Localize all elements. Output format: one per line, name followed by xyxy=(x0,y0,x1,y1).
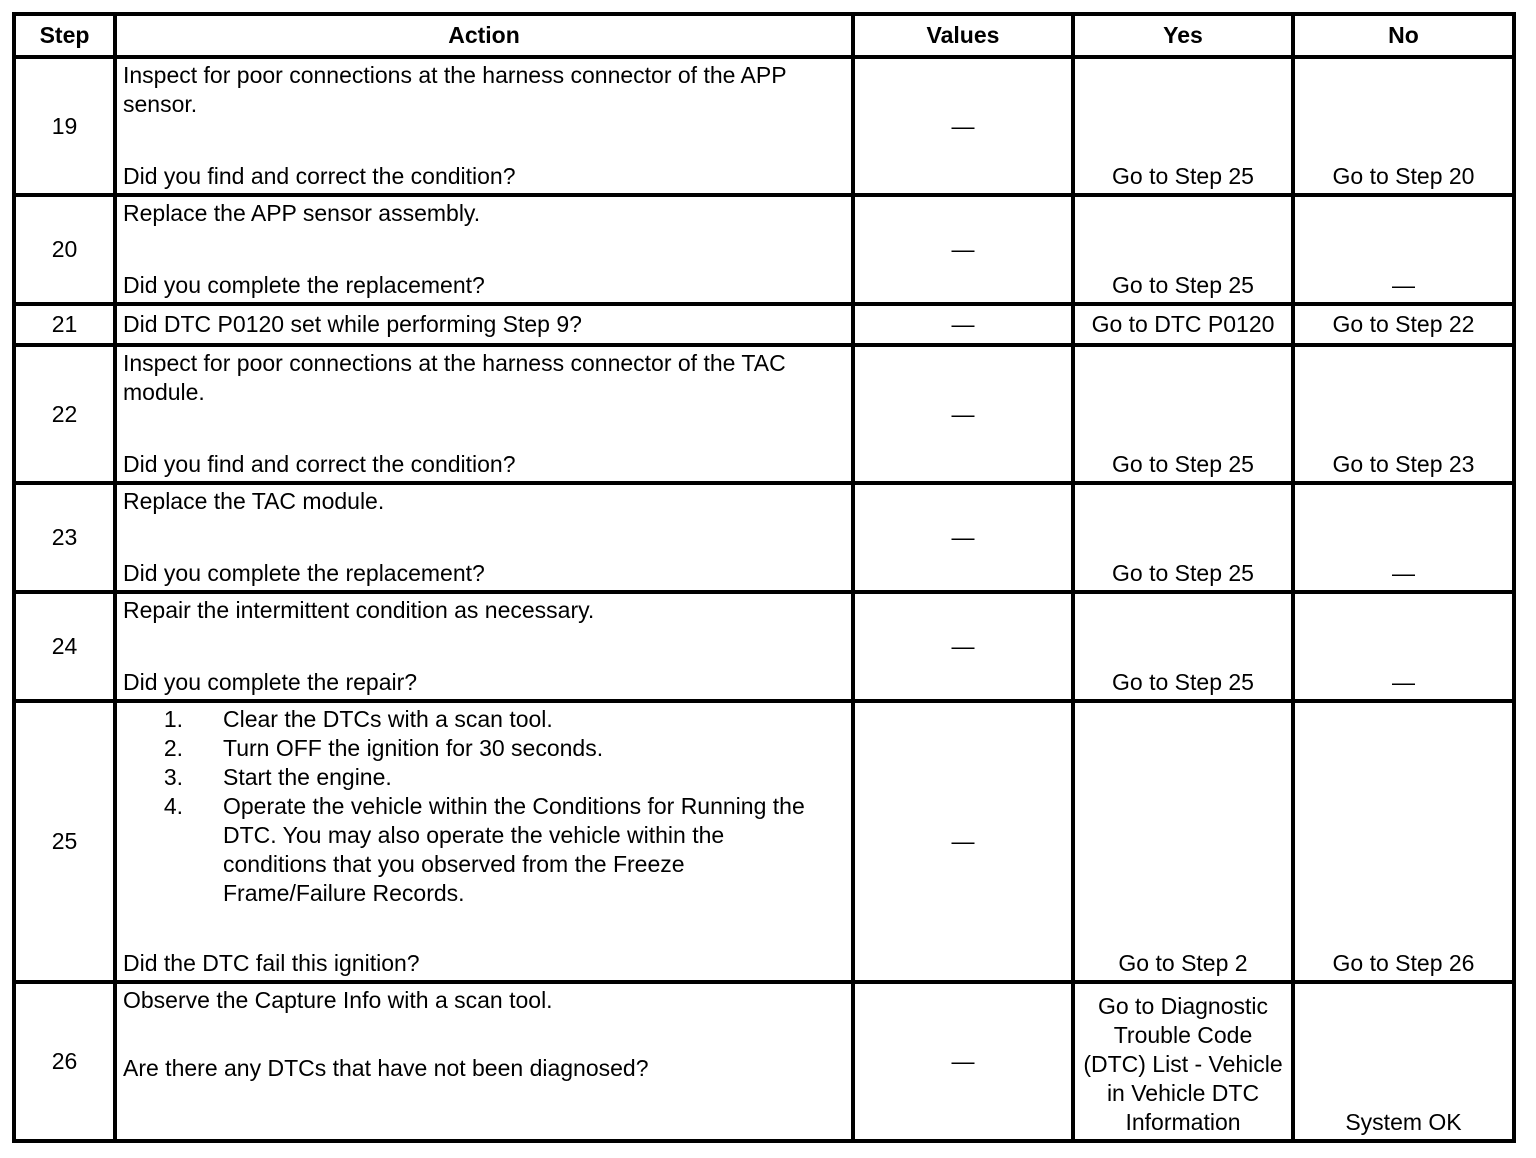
yes-cell: Go to Step 25 xyxy=(1073,195,1293,304)
list-item-number: 4. xyxy=(163,793,183,819)
action-question: Did you find and correct the condition? xyxy=(123,451,516,477)
table-row xyxy=(14,982,1514,1141)
list-item-text: Clear the DTCs with a scan tool. xyxy=(223,706,553,732)
no-cell: Go to Step 20 xyxy=(1293,57,1514,195)
action-text: Inspect for poor connections at the harness connector of the TAC module. xyxy=(123,350,786,405)
action-text: Observe the Capture Info with a scan tool. xyxy=(123,987,553,1013)
no-cell: Go to Step 26 xyxy=(1293,701,1514,982)
table-row xyxy=(14,701,1514,982)
step-number: 21 xyxy=(14,304,115,345)
action-text: Did DTC P0120 set while performing Step 9? xyxy=(123,311,582,337)
no-cell: System OK xyxy=(1293,982,1514,1141)
header-action: Action xyxy=(115,14,853,57)
step-number: 22 xyxy=(14,345,115,483)
list-item-number: 3. xyxy=(163,764,183,790)
action-question: Did you complete the replacement? xyxy=(123,560,485,586)
action-question: Did you complete the repair? xyxy=(123,669,418,695)
no-cell: Go to Step 22 xyxy=(1293,304,1514,345)
list-item-text: Turn OFF the ignition for 30 seconds. xyxy=(223,735,604,761)
action-question: Did you complete the replacement? xyxy=(123,272,485,298)
no-cell: Go to Step 23 xyxy=(1293,345,1514,483)
step-number: 25 xyxy=(14,701,115,982)
action-question: Are there any DTCs that have not been diagnosed? xyxy=(123,1055,649,1081)
step-number: 24 xyxy=(14,592,115,701)
values-cell: — xyxy=(853,982,1073,1141)
no-cell: — xyxy=(1293,195,1514,304)
step-number: 19 xyxy=(14,57,115,195)
list-item-text: Start the engine. xyxy=(223,764,392,790)
no-cell: — xyxy=(1293,592,1514,701)
table-row xyxy=(14,345,1514,483)
yes-cell: Go to DTC P0120 xyxy=(1073,304,1293,345)
action-cell xyxy=(115,982,853,1141)
list-item-number: 1. xyxy=(163,706,183,732)
table-row xyxy=(14,57,1514,195)
action-cell xyxy=(115,592,853,701)
values-cell: — xyxy=(853,195,1073,304)
action-cell xyxy=(115,195,853,304)
action-cell xyxy=(115,483,853,592)
values-cell: — xyxy=(853,701,1073,982)
step-number: 20 xyxy=(14,195,115,304)
step-number: 23 xyxy=(14,483,115,592)
values-cell: — xyxy=(853,592,1073,701)
action-cell xyxy=(115,57,853,195)
values-cell: — xyxy=(853,483,1073,592)
table-row xyxy=(14,592,1514,701)
table-row xyxy=(14,195,1514,304)
list-item xyxy=(123,705,845,734)
header-no: No xyxy=(1293,14,1514,57)
list-item-text: Operate the vehicle within the Conditions for Running the DTC. You may also operate the vehicle within the conditions that you observed from the Freeze Frame/Failure Records. xyxy=(223,793,805,906)
action-question: Did the DTC fail this ignition? xyxy=(123,950,420,976)
header-values: Values xyxy=(853,14,1073,57)
action-cell xyxy=(115,304,853,345)
list-item-number: 2. xyxy=(163,735,183,761)
action-text: Replace the APP sensor assembly. xyxy=(123,200,481,226)
header-yes: Yes xyxy=(1073,14,1293,57)
no-cell: — xyxy=(1293,483,1514,592)
values-cell: — xyxy=(853,304,1073,345)
header-step: Step xyxy=(14,14,115,57)
yes-cell: Go to Step 2 xyxy=(1073,701,1293,982)
diagnostic-table xyxy=(12,12,1516,1143)
table-row xyxy=(14,304,1514,345)
action-cell xyxy=(115,345,853,483)
action-cell xyxy=(115,701,853,982)
yes-cell: Go to Step 25 xyxy=(1073,57,1293,195)
action-text: Replace the TAC module. xyxy=(123,488,385,514)
list-item xyxy=(123,763,845,792)
yes-cell: Go to Diagnostic Trouble Code (DTC) List - Vehicle in Vehicle DTC Information xyxy=(1073,982,1293,1141)
procedure-list xyxy=(123,705,845,908)
table-row xyxy=(14,483,1514,592)
yes-cell: Go to Step 25 xyxy=(1073,345,1293,483)
list-item xyxy=(123,792,845,908)
values-cell: — xyxy=(853,57,1073,195)
list-item xyxy=(123,734,845,763)
values-cell: — xyxy=(853,345,1073,483)
header-row xyxy=(14,14,1514,57)
action-text: Repair the intermittent condition as necessary. xyxy=(123,597,595,623)
yes-cell: Go to Step 25 xyxy=(1073,483,1293,592)
action-question: Did you find and correct the condition? xyxy=(123,163,516,189)
step-number: 26 xyxy=(14,982,115,1141)
action-text: Inspect for poor connections at the harness connector of the APP sensor. xyxy=(123,62,787,117)
yes-cell: Go to Step 25 xyxy=(1073,592,1293,701)
